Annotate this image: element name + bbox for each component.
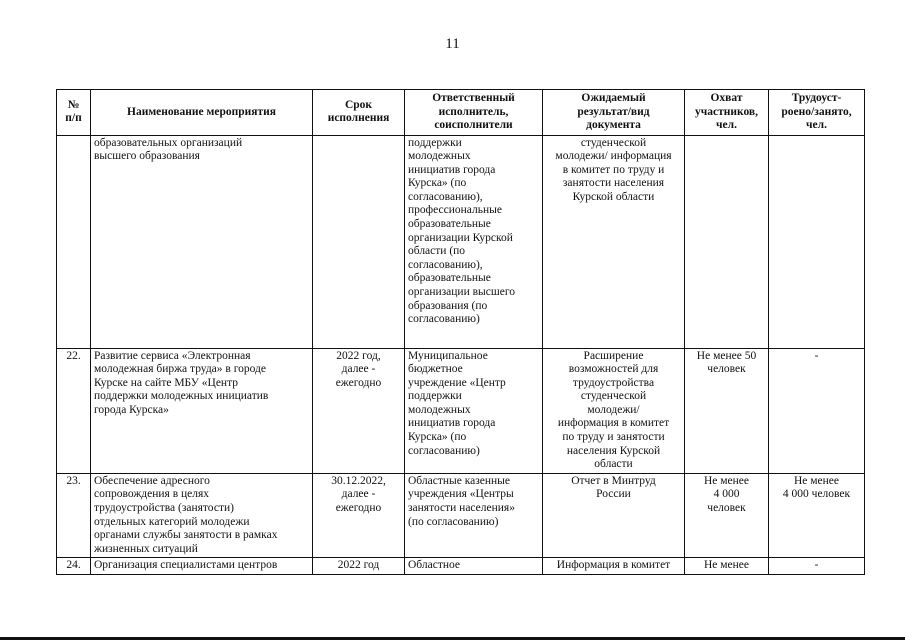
header-responsible: Ответственный исполнитель, соисполнители: [405, 90, 543, 136]
cell-term: 30.12.2022, далее - ежегодно: [313, 473, 405, 558]
table-row: [57, 348, 865, 473]
cell-result: Расширение возможностей для трудоустройства студенческой молодежи/ информация в комитет по труду и занятости населения Курской области: [543, 348, 685, 473]
cell-result: Информация в комитет: [543, 558, 685, 575]
cell-responsible: Муниципальное бюджетное учреждение «Центр поддержки молодежных инициатив города Курска» (по согласованию): [405, 348, 543, 473]
header-result: Ожидаемый результат/вид документа: [543, 90, 685, 136]
cell-num: 24.: [57, 558, 91, 575]
cell-employed: Не менее 4 000 человек: [769, 473, 865, 558]
cell-coverage: Не менее: [685, 558, 769, 575]
cell-name: Организация специалистами центров: [91, 558, 313, 575]
cell-name: Обеспечение адресного сопровождения в целях трудоустройства (занятости) отдельных категорий молодежи органами службы занятости в рамках жизненных ситуаций: [91, 473, 313, 558]
page-number: 11: [445, 36, 460, 52]
header-term: Срок исполнения: [313, 90, 405, 136]
cell-num: 22.: [57, 348, 91, 473]
cell-result: Отчет в Минтруд России: [543, 473, 685, 558]
table-row: [57, 135, 865, 348]
cell-employed: -: [769, 558, 865, 575]
cell-employed: -: [769, 348, 865, 473]
cell-coverage: Не менее 50 человек: [685, 348, 769, 473]
cell-num: 23.: [57, 473, 91, 558]
cell-num: [57, 135, 91, 348]
table-row: [57, 473, 865, 558]
cell-responsible: Областные казенные учреждения «Центры занятости населения» (по согласованию): [405, 473, 543, 558]
cell-coverage: [685, 135, 769, 348]
header-coverage: Охват участников, чел.: [685, 90, 769, 136]
cell-term: 2022 год: [313, 558, 405, 575]
cell-coverage: Не менее 4 000 человек: [685, 473, 769, 558]
cell-term: 2022 год, далее - ежегодно: [313, 348, 405, 473]
cell-employed: [769, 135, 865, 348]
table-header-row: [57, 90, 865, 136]
header-num: № п/п: [57, 90, 91, 136]
header-name: Наименование мероприятия: [91, 90, 313, 136]
cell-responsible: Областное: [405, 558, 543, 575]
cell-name: Развитие сервиса «Электронная молодежная биржа труда» в городе Курске на сайте МБУ «Центр поддержки молодежных инициатив города Курска»: [91, 348, 313, 473]
cell-name: образовательных организаций высшего образования: [91, 135, 313, 348]
cell-term: [313, 135, 405, 348]
events-table: [56, 89, 865, 575]
cell-responsible: поддержки молодежных инициатив города Курска» (по согласованию), профессиональные образовательные организации Курской области (по согласованию), образовательные организации высшего образования (по согласованию): [405, 135, 543, 348]
table-row: [57, 558, 865, 575]
header-employed: Трудоуст- роено/занято, чел.: [769, 90, 865, 136]
cell-result: студенческой молодежи/ информация в комитет по труду и занятости населения Курской области: [543, 135, 685, 348]
